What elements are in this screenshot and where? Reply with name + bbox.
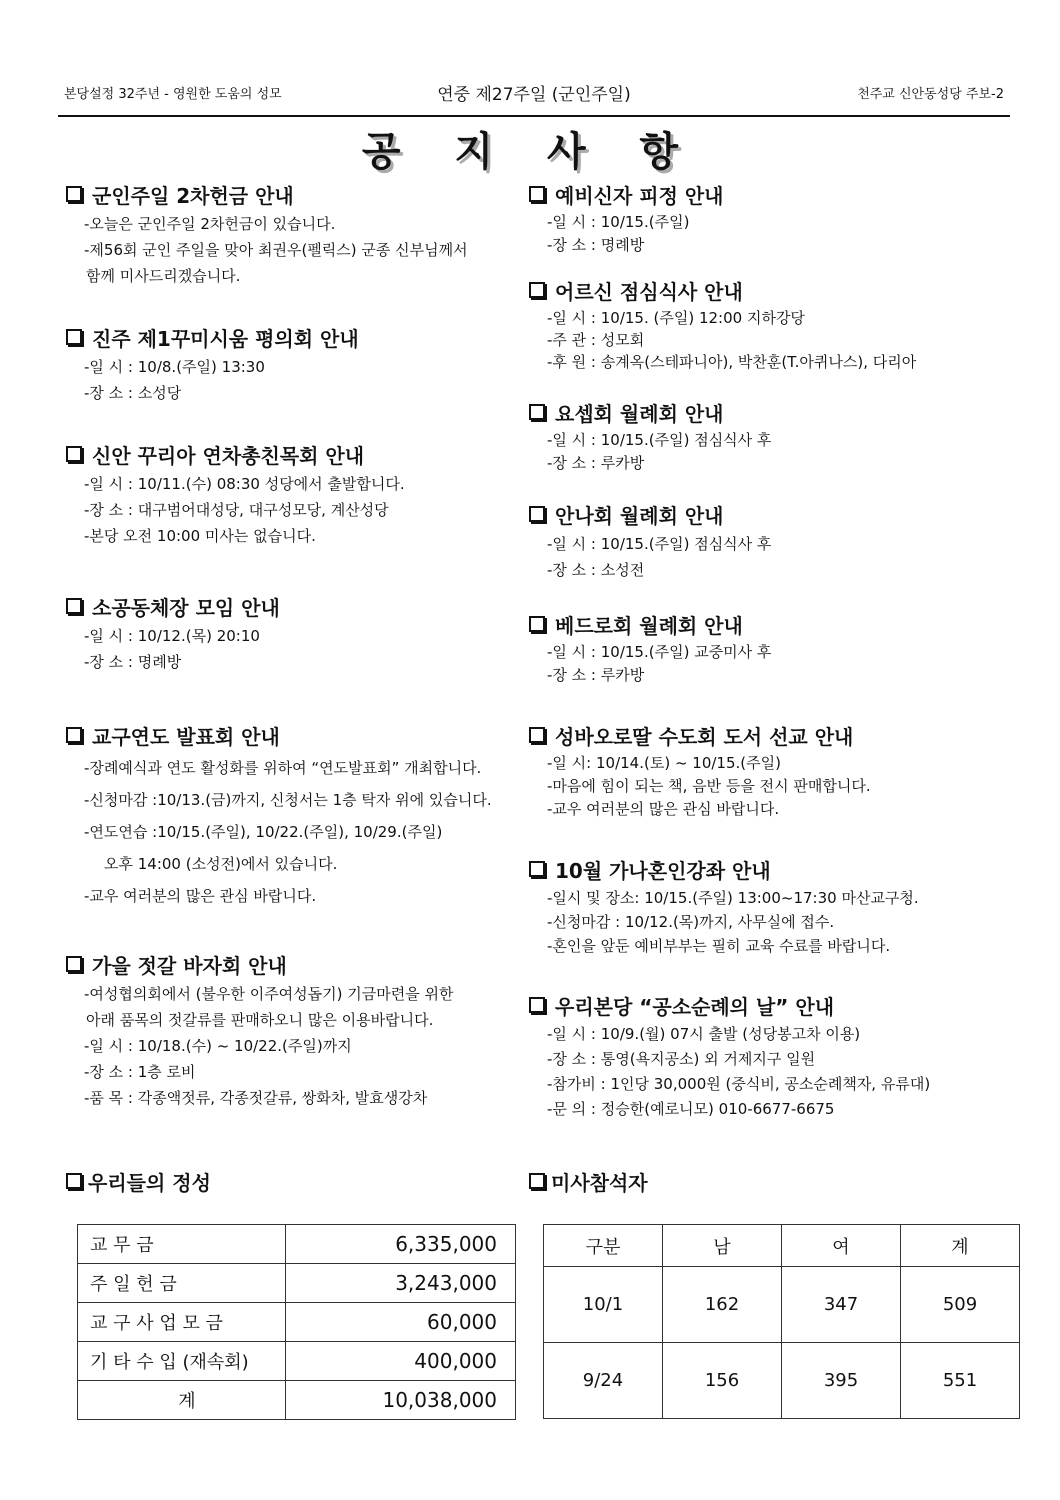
table-row (78, 1225, 516, 1264)
notice-line: -문 의 : 정승한(예로니모) 010-6677-6675 (547, 1100, 835, 1118)
notice-title: 성바오로딸 수도회 도서 선교 안내 (555, 725, 854, 749)
table-row (544, 1343, 1020, 1419)
notice-line: -장례예식과 연도 활성화를 위하여 “연도발표회” 개최합니다. (84, 759, 482, 777)
notice-line: -장 소 : 루카방 (547, 454, 645, 472)
notice-line: -장 소 : 소성전 (547, 561, 645, 579)
offering-value: 6,335,000 (286, 1225, 516, 1264)
attendance-total: 509 (901, 1267, 1020, 1343)
checkbox-icon (66, 956, 82, 972)
notice-line: -일 시 : 10/9.(월) 07시 출발 (성당봉고차 이용) (547, 1025, 861, 1043)
attendance-date: 9/24 (544, 1343, 663, 1419)
offering-total-label: 계 (78, 1381, 286, 1420)
offering-label: 교 구 사 업 모 금 (78, 1303, 286, 1342)
notice-line: -일 시 : 10/15.(주일) (547, 213, 690, 231)
offering-value: 3,243,000 (286, 1264, 516, 1303)
checkbox-icon (66, 446, 82, 462)
notice-line: -교우 여러분의 많은 관심 바랍니다. (84, 887, 317, 905)
header-right: 천주교 신안동성당 주보-2 (857, 87, 1004, 102)
notice-line: -교우 여러분의 많은 관심 바랍니다. (547, 800, 780, 818)
notice-title: 안나회 월례회 안내 (555, 504, 724, 528)
header-rule (58, 115, 1010, 117)
notice-section (523, 501, 771, 583)
offering-label: 주 일 헌 금 (78, 1264, 286, 1303)
notice-title: 10월 가나혼인강좌 안내 (555, 859, 771, 883)
notice-line: -일 시 : 10/15. (주일) 12:00 지하강당 (547, 309, 805, 327)
header-left: 본당설정 32주년 - 영원한 도움의 성모 (64, 87, 282, 102)
checkbox-icon (529, 404, 545, 420)
notice-section (60, 181, 468, 289)
notice-line: -신청마감 :10/13.(금)까지, 신청서는 1층 탁자 위에 있습니다. (84, 791, 492, 809)
checkbox-icon (66, 186, 82, 202)
table-row (78, 1342, 516, 1381)
notice-section (523, 722, 871, 821)
notice-section (60, 324, 359, 406)
notice-section (60, 441, 405, 549)
attendance-section (523, 1168, 648, 1198)
offerings-section (60, 1168, 211, 1198)
column-header: 구분 (544, 1225, 663, 1267)
offering-value: 400,000 (286, 1342, 516, 1381)
notice-line: -여성협의회에서 (불우한 이주여성돕기) 기금마련을 위한 (84, 985, 454, 1003)
column-header: 여 (782, 1225, 901, 1267)
notice-section (523, 181, 724, 257)
notice-line: -장 소 : 소성당 (84, 384, 182, 402)
offering-label: 기 타 수 입 (재속회) (78, 1342, 286, 1381)
notice-line: -일 시 : 10/11.(수) 08:30 성당에서 출발합니다. (84, 475, 405, 493)
notice-line: -참가비 : 1인당 30,000원 (중식비, 공소순례책자, 유류대) (547, 1075, 931, 1093)
column-header: 계 (901, 1225, 1020, 1267)
notice-line: -후 원 : 송계옥(스테파니아), 박찬훈(T.아퀴나스), 다리아 (547, 353, 917, 371)
checkbox-icon (66, 598, 82, 614)
attendance-total: 551 (901, 1343, 1020, 1419)
notice-line: -장 소 : 명례방 (547, 236, 645, 254)
checkbox-icon (529, 616, 545, 632)
table-row (78, 1303, 516, 1342)
notice-line: -혼인을 앞둔 예비부부는 필히 교육 수료를 바랍니다. (547, 937, 891, 955)
notice-line: 아래 품목의 젓갈류를 판매하오니 많은 이용바랍니다. (86, 1011, 434, 1029)
table-header-row (544, 1225, 1020, 1267)
notice-title: 교구연도 발표회 안내 (92, 725, 280, 749)
page-title: 공 지 사 항 (361, 129, 699, 175)
notice-section (60, 951, 453, 1111)
notice-line: -오늘은 군인주일 2차헌금이 있습니다. (84, 215, 336, 233)
notice-line: -일 시 : 10/15.(주일) 교중미사 후 (547, 643, 772, 661)
notice-title: 소공동체장 모임 안내 (92, 596, 280, 620)
notice-line: 오후 14:00 (소성전)에서 있습니다. (104, 855, 338, 873)
checkbox-icon (529, 1173, 545, 1189)
checkbox-icon (66, 1173, 82, 1189)
attendance-male: 156 (663, 1343, 782, 1419)
attendance-female: 395 (782, 1343, 901, 1419)
checkbox-icon (529, 282, 545, 298)
notice-line: -일 시 : 10/15.(주일) 점심식사 후 (547, 535, 772, 553)
notice-section (523, 611, 771, 687)
notice-line: 함께 미사드리겠습니다. (86, 267, 241, 285)
notice-line: -일 시 : 10/18.(수) ~ 10/22.(주일)까지 (84, 1037, 352, 1055)
table-row (544, 1267, 1020, 1343)
attendance-table (543, 1224, 1020, 1419)
table-row (78, 1264, 516, 1303)
offering-label: 교 무 금 (78, 1225, 286, 1264)
offerings-table (77, 1224, 516, 1420)
offerings-title: 우리들의 정성 (88, 1171, 211, 1195)
notice-title: 예비신자 피정 안내 (555, 184, 724, 208)
notice-title: 베드로회 월례회 안내 (555, 614, 743, 638)
checkbox-icon (529, 186, 545, 202)
table-row (78, 1381, 516, 1420)
notice-title: 진주 제1꾸미시움 평의회 안내 (92, 327, 359, 351)
notice-section (523, 856, 919, 958)
notice-line: -주 관 : 성모회 (547, 331, 645, 349)
checkbox-icon (529, 727, 545, 743)
notice-line: -연도연습 :10/15.(주일), 10/22.(주일), 10/29.(주일) (84, 823, 443, 841)
page-header (58, 80, 1010, 110)
checkbox-icon (529, 861, 545, 877)
checkbox-icon (529, 997, 545, 1013)
notice-title: 우리본당 “공소순례의 날” 안내 (555, 995, 835, 1019)
notice-title: 신안 꾸리아 연차총친목회 안내 (92, 444, 365, 468)
checkbox-icon (66, 329, 82, 345)
notice-line: -일 시: 10/14.(토) ~ 10/15.(주일) (547, 754, 781, 772)
notice-line: -본당 오전 10:00 미사는 없습니다. (84, 527, 316, 545)
offering-total-value: 10,038,000 (286, 1381, 516, 1420)
notice-section (523, 277, 916, 373)
notice-title: 요셉회 월례회 안내 (555, 402, 724, 426)
attendance-male: 162 (663, 1267, 782, 1343)
checkbox-icon (66, 727, 82, 743)
notice-line: -장 소 : 통영(욕지공소) 외 거제지구 일원 (547, 1050, 816, 1068)
notice-title: 어르신 점심식사 안내 (555, 280, 743, 304)
checkbox-icon (529, 506, 545, 522)
notice-section (60, 722, 492, 912)
offering-value: 60,000 (286, 1303, 516, 1342)
column-header: 남 (663, 1225, 782, 1267)
notice-title: 군인주일 2차헌금 안내 (92, 184, 294, 208)
notice-line: -일시 및 장소: 10/15.(주일) 13:00~17:30 마산교구청. (547, 889, 919, 907)
notice-line: -신청마감 : 10/12.(목)까지, 사무실에 접수. (547, 913, 835, 931)
notice-line: -일 시 : 10/15.(주일) 점심식사 후 (547, 431, 772, 449)
notice-title: 가을 젓갈 바자회 안내 (92, 954, 287, 978)
header-center: 연중 제27주일 (군인주일) (437, 85, 631, 105)
notice-line: -일 시 : 10/8.(주일) 13:30 (84, 358, 265, 376)
notice-line: -장 소 : 1층 로비 (84, 1063, 196, 1081)
notice-section (523, 992, 930, 1122)
attendance-title: 미사참석자 (551, 1171, 648, 1195)
notice-line: -장 소 : 대구범어대성당, 대구성모당, 계산성당 (84, 501, 389, 519)
notice-line: -마음에 힘이 되는 책, 음반 등을 전시 판매합니다. (547, 777, 871, 795)
attendance-date: 10/1 (544, 1267, 663, 1343)
notice-section (60, 593, 280, 675)
notice-line: -장 소 : 명례방 (84, 653, 182, 671)
notice-line: -일 시 : 10/12.(목) 20:10 (84, 627, 260, 645)
attendance-female: 347 (782, 1267, 901, 1343)
notice-line: -제56회 군인 주일을 맞아 최권우(펠릭스) 군종 신부님께서 (84, 241, 468, 259)
notice-line: -장 소 : 루카방 (547, 666, 645, 684)
notice-line: -품 목 : 각종액젓류, 각종젓갈류, 쌍화차, 발효생강차 (84, 1089, 428, 1107)
notice-section (523, 399, 771, 475)
